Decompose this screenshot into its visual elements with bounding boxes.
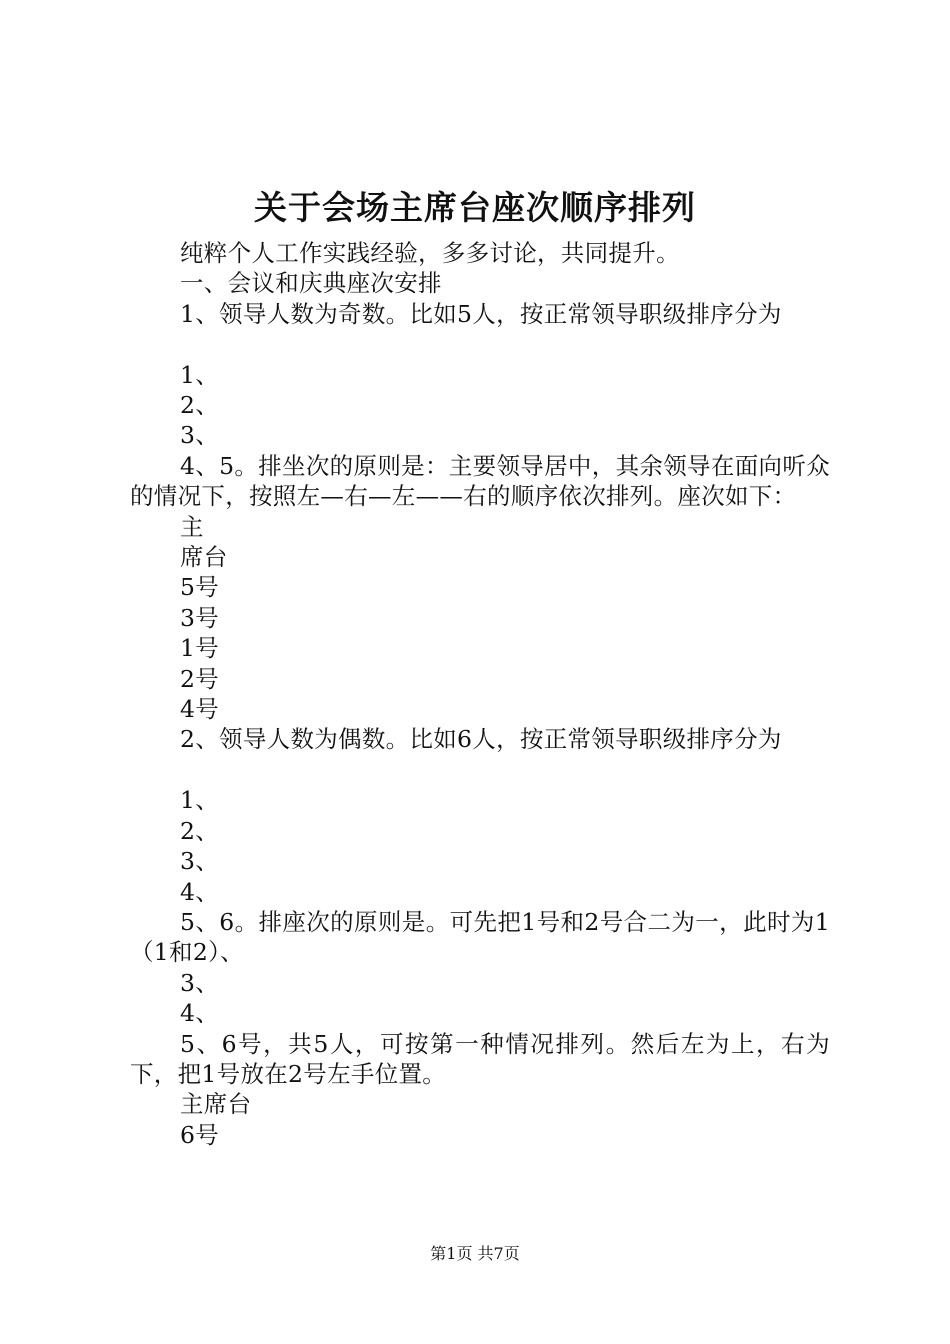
paragraph-line: 5、6。排座次的原则是。可先把1号和2号合二为一，此时为1（1和2）、 [130, 907, 830, 967]
page-footer: 第1页 共7页 [430, 1244, 520, 1263]
paragraph-line: 3、 [180, 968, 220, 997]
paragraph-line: 1、 [180, 786, 220, 815]
paragraph-line: 4、 [180, 999, 220, 1028]
paragraph-line: 1、领导人数为奇数。比如5人，按正常领导职级排序分为 [180, 299, 782, 328]
document-body [130, 238, 830, 1150]
paragraph-line: 5、6号，共5人，可按第一种情况排列。然后左为上，右为下，把1号放在2号左手位置。 [130, 1029, 830, 1088]
document-title: 关于会场主席台座次顺序排列 [254, 188, 696, 227]
paragraph-line: 3、 [180, 847, 220, 876]
paragraph-line: 2、领导人数为偶数。比如6人，按正常领导职级排序分为 [180, 725, 782, 754]
paragraph-line: 4、 [180, 877, 220, 906]
paragraph-line: 2、 [180, 391, 220, 420]
paragraph-line: 1、 [180, 360, 220, 389]
paragraph-line: 一、会议和庆典座次安排 [180, 269, 442, 298]
paragraph-line: 4、5。排坐次的原则是：主要领导居中，其余领导在面向听众的情况下，按照左—右—左——右的顺序依次排列。座次如下： [130, 451, 830, 511]
paragraph-line: 5号 [180, 573, 220, 602]
paragraph-line: 4号 [180, 695, 220, 724]
paragraph-line: 3、 [180, 421, 220, 450]
paragraph-line: 3号 [180, 603, 220, 632]
paragraph-line: 2号 [180, 664, 220, 693]
paragraph-line: 主 [180, 512, 204, 541]
blank-line [130, 329, 830, 359]
blank-line [130, 755, 830, 785]
paragraph-line: 席台 [180, 543, 228, 572]
paragraph-line: 主席台 [180, 1090, 252, 1119]
paragraph-line: 6号 [180, 1120, 220, 1149]
paragraph-line: 1号 [180, 634, 220, 663]
paragraph-line: 纯粹个人工作实践经验，多多讨论，共同提升。 [180, 239, 680, 267]
paragraph-line: 2、 [180, 816, 220, 845]
